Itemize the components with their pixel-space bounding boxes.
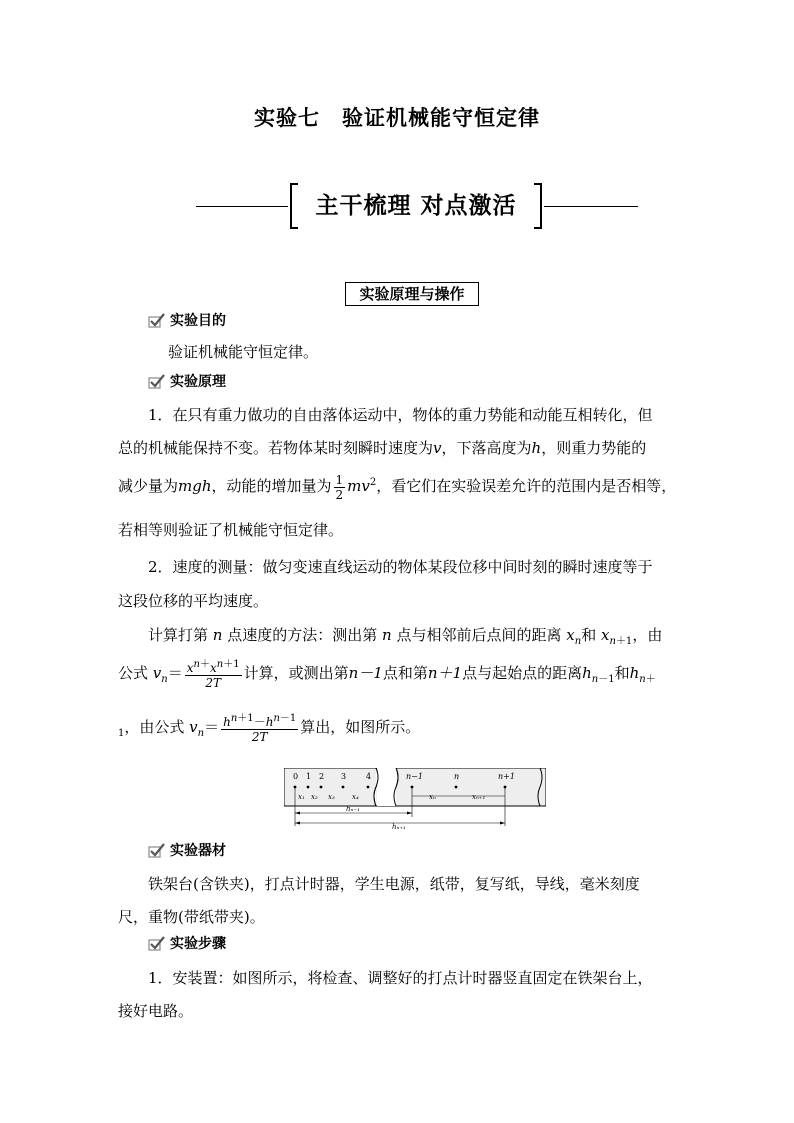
tape-segment-label: xₙ [429, 793, 436, 801]
check-icon [148, 842, 166, 858]
page-title: 实验七 验证机械能守恒定律 [254, 105, 540, 130]
equipment-line-1: 铁架台(含铁夹)，打点计时器，学生电源，纸带，复写纸，导线，毫米刻度 [148, 875, 640, 893]
tape-segment-label: xₙ₊₁ [472, 793, 486, 801]
tape-point-label: 3 [341, 772, 347, 781]
tape-point-label: n−1 [406, 772, 423, 781]
tape-point-label: 1 [306, 772, 312, 781]
velocity-line-2: 这段位移的平均速度。 [118, 592, 269, 610]
heading-steps: 实验步骤 [148, 934, 226, 954]
h-upper-label: hₙ₊₁ [392, 823, 406, 830]
boxed-heading: 实验原理与操作 [345, 282, 479, 306]
h-lower-label: hₙ₋₁ [346, 805, 360, 813]
purpose-text: 验证机械能守恒定律。 [168, 343, 319, 361]
method-line-2: 公式 $v_n=$ $\frac{x^{n+}x^{n+1}}{2T}$ 计算，或测出第n－1点和第n＋1点与起始点的距离$h_{n-1}$和$h_{n+}$ [118, 659, 656, 690]
principle-line-1: 1．在只有重力做功的自由落体运动中，物体的重力势能和动能互相转化，但 [148, 406, 653, 424]
fraction-vn-x: $\frac{x^{n+}x^{n+1}}{2T}$ [186, 659, 240, 690]
banner-right-line [544, 206, 638, 207]
method-line-1: 计算打第 n 点速度的方法：测出第 n 点与相邻前后点间的距离 $x_n$和 $x_{n+1}$，由 [148, 626, 663, 647]
tape-segment-label: x₄ [352, 793, 359, 801]
check-icon [148, 312, 166, 328]
tape-segment-label: x₂ [311, 793, 318, 801]
banner-left-line [196, 206, 288, 207]
check-icon [148, 373, 166, 389]
equipment-line-2: 尺，重物(带纸带夹)。 [118, 908, 265, 926]
tape-diagram [284, 768, 546, 830]
principle-line-4: 若相等则验证了机械能守恒定律。 [118, 521, 344, 539]
tape-point-label: n+1 [498, 772, 515, 781]
fraction-half: $\frac{1}{2}$ [335, 472, 344, 502]
principle-line-3: 减少量为mgh，动能的增加量为 $\frac{1}{2}$ $mv^2$，看它们在实验误差允许的范围内是否相等， [118, 472, 677, 502]
fraction-vn-h: $\frac{h^{n+1}-h^{n-1}}{2T}$ [223, 713, 297, 744]
tape-point-label: n [454, 772, 460, 781]
tape-point-label: 0 [293, 772, 299, 781]
heading-equipment: 实验器材 [148, 841, 226, 861]
section-banner: 主干梳理 对点激活 [315, 192, 517, 219]
tape-segment-label: x₁ [298, 793, 305, 801]
heading-purpose: 实验目的 [148, 311, 226, 331]
heading-principle: 实验原理 [148, 372, 226, 392]
steps-line-2: 接好电路。 [118, 1002, 194, 1020]
check-icon [148, 935, 166, 951]
velocity-line-1: 2．速度的测量：做匀变速直线运动的物体某段位移中间时刻的瞬时速度等于 [148, 558, 653, 576]
tape-point-label: 2 [319, 772, 325, 781]
tape-point-label: 4 [366, 772, 372, 781]
steps-line-1: 1．安装置：如图所示，将检查、调整好的打点计时器竖直固定在铁架台上， [148, 969, 653, 987]
method-line-3: $_1$，由公式 $v_n=$ $\frac{h^{n+1}-h^{n-1}}{2T}$ 算出，如图所示。 [118, 713, 421, 744]
principle-line-2: 总的机械能保持不变。若物体某时刻瞬时速度为v，下落高度为h，则重力势能的 [118, 439, 647, 457]
tape-segment-label: x₃ [328, 793, 335, 801]
